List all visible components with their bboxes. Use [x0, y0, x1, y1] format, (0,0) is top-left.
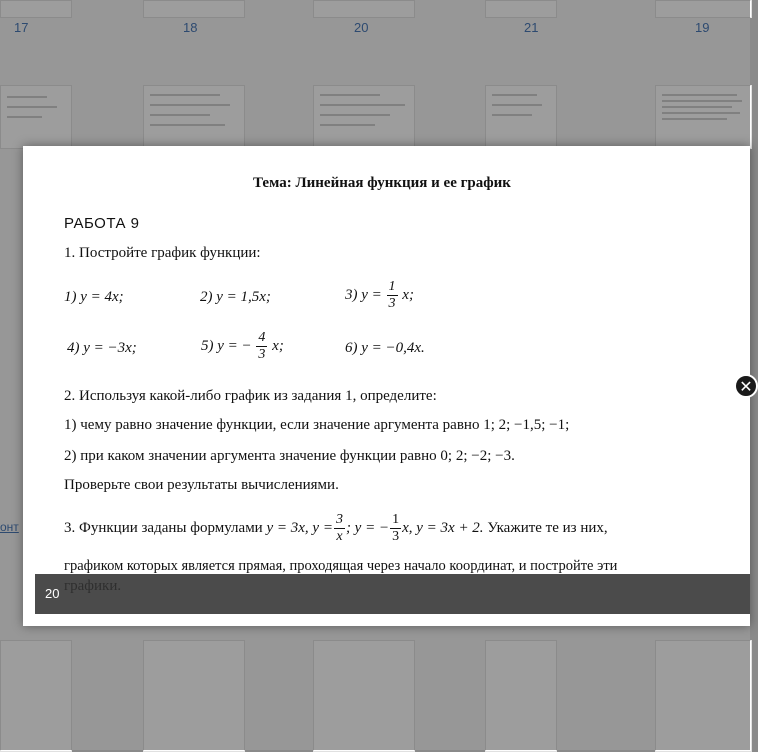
- task-3-line-2: графиком которых является прямая, проходящая через начало координат, и постройте эти: [64, 558, 618, 574]
- check-instruction: Проверьте свои результаты вычислениями.: [64, 477, 339, 493]
- fraction: $\frac{4}{3}$: [258, 330, 266, 362]
- function-3: 3) y = $\frac{1}{3}$ x;: [345, 279, 414, 311]
- page-number-18[interactable]: 18: [183, 20, 198, 35]
- task-3-text: 3. Функции заданы формулами y = 3x, y = $\frac{3}{x}$ ; y = − $\frac{1}{3}$ x, y = 3x + 2. Укажите те из них,: [64, 512, 608, 544]
- page-number-19[interactable]: 19: [695, 20, 710, 35]
- caption-page-number: 20: [45, 586, 60, 601]
- function-5: 5) y = − $\frac{4}{3}$ x;: [201, 330, 284, 362]
- function-6: 6) y = −0,4x.: [345, 340, 425, 356]
- task-2-item-1: 1) чему равно значение функции, если значение аргумента равно 1; 2; −1,5; −1;: [64, 417, 570, 433]
- caption-bar: [35, 574, 750, 614]
- function-2: 2) y = 1,5x;: [200, 289, 271, 305]
- document-image: [23, 146, 753, 626]
- function-1: 1) y = 4x;: [64, 289, 124, 305]
- side-link[interactable]: онт: [0, 520, 19, 534]
- page-number-21[interactable]: 21: [524, 20, 539, 35]
- work-heading: РАБОТА 9: [64, 215, 140, 232]
- topic-heading: Тема: Линейная функция и ее график: [253, 175, 511, 191]
- page-number-17[interactable]: 17: [14, 20, 29, 35]
- fraction: $\frac{1}{3}$: [388, 279, 396, 311]
- function-4: 4) y = −3x;: [67, 340, 137, 356]
- close-button[interactable]: [734, 374, 758, 398]
- task-1-text: 1. Постройте график функции:: [64, 245, 261, 261]
- page-number-20[interactable]: 20: [354, 20, 369, 35]
- fraction: $\frac{3}{x}$: [335, 512, 343, 544]
- image-viewer-modal: [23, 146, 753, 626]
- fraction: $\frac{1}{3}$: [392, 512, 400, 544]
- task-2-text: 2. Используя какой-либо график из задания 1, определите:: [64, 388, 437, 404]
- task-2-item-2: 2) при каком значении аргумента значение функции равно 0; 2; −2; −3.: [64, 448, 515, 464]
- close-icon: ✕: [739, 376, 753, 396]
